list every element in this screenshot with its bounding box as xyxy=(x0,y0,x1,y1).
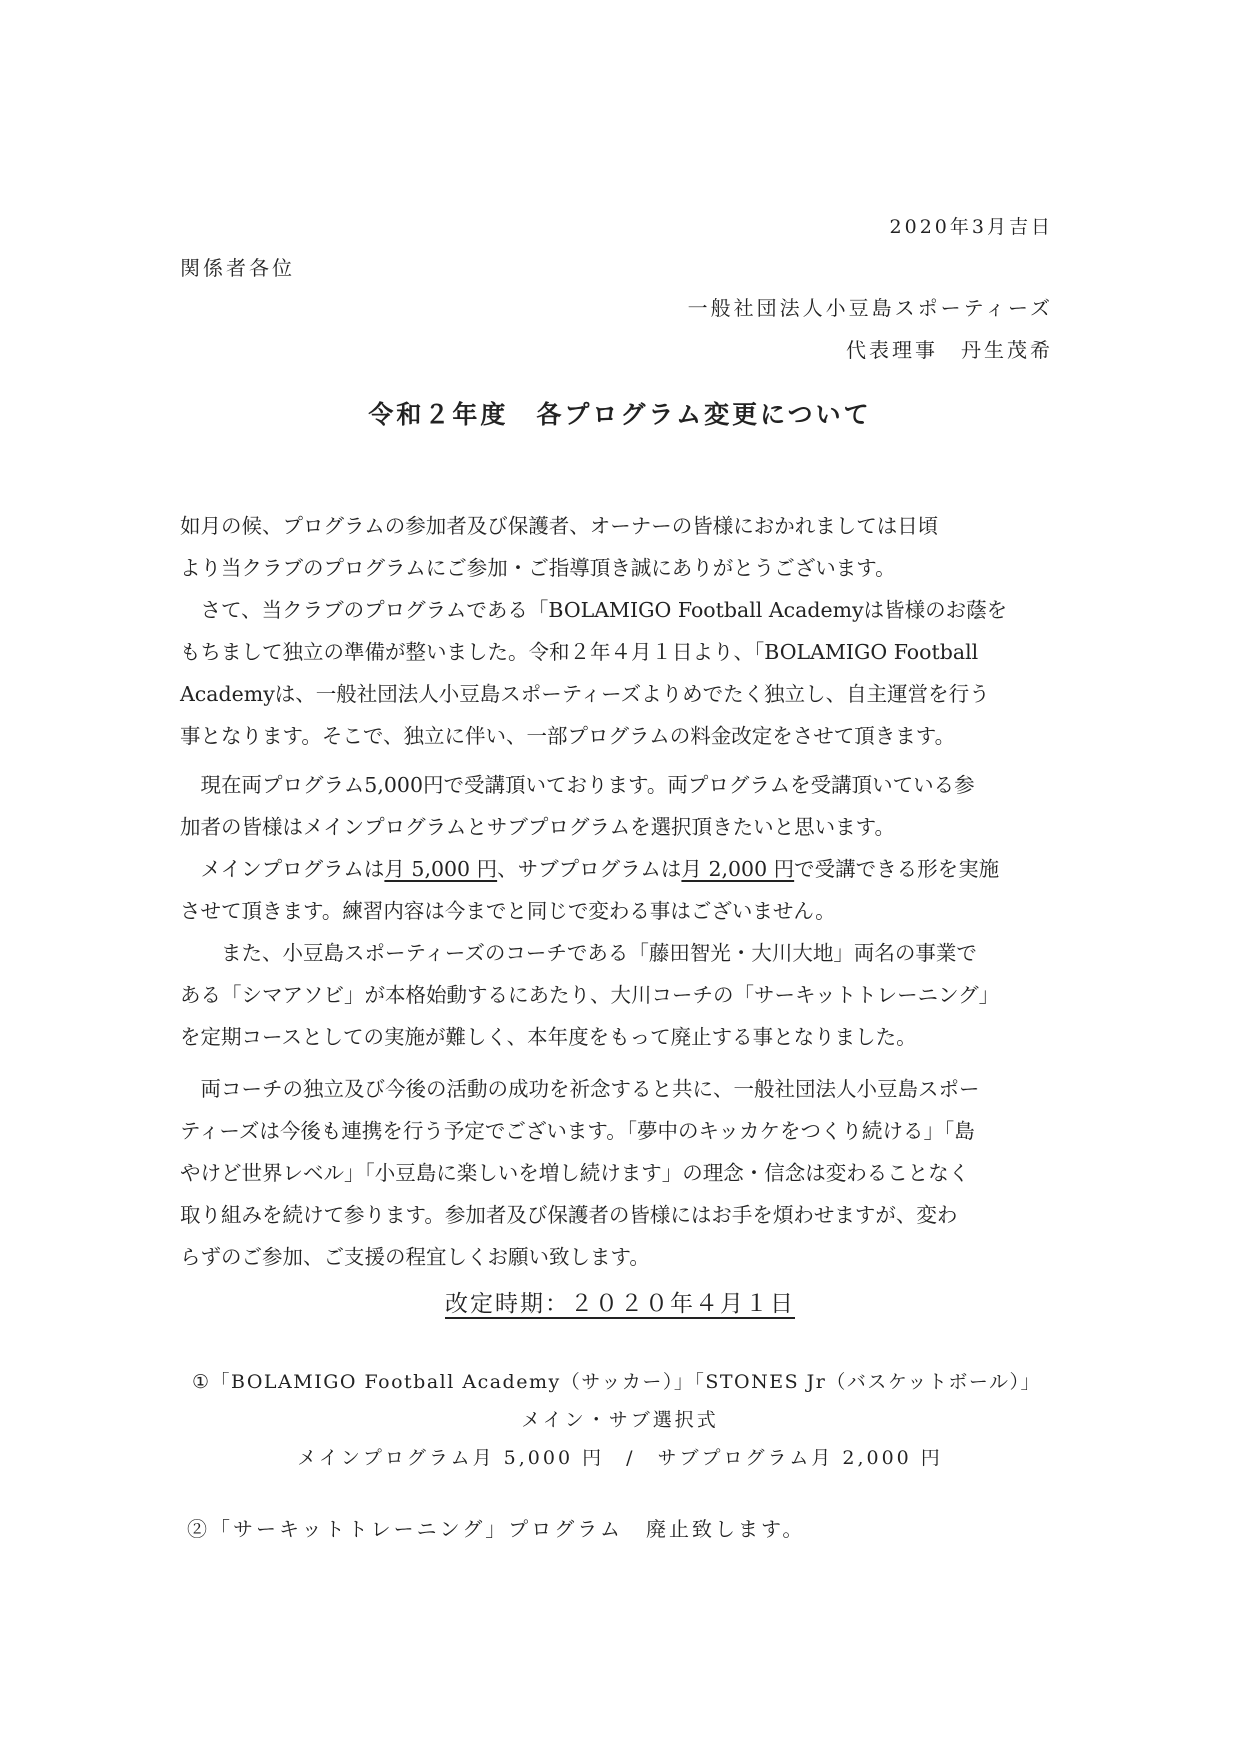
paragraph-line: より当クラブのプログラムにご参加・ご指導頂き誠にありがとうございます。 xyxy=(180,556,896,580)
paragraph-line: さて、当クラブのプログラムである「BOLAMIGO Football Academyは皆様のお蔭を xyxy=(180,598,1008,622)
sender-name: 代表理事 丹生茂希 xyxy=(846,338,1053,362)
text-segment: 、サブプログラムは xyxy=(497,857,682,881)
sub-price-underlined: 月 2,000 円 xyxy=(681,857,795,881)
paragraph-line: もちまして独立の準備が整いました。令和２年４月１日より、「BOLAMIGO Football xyxy=(180,640,979,664)
paragraph-line: 両コーチの独立及び今後の活動の成功を祈念すると共に、一般社団法人小豆島スポー xyxy=(180,1077,980,1101)
list-item-program-2: ②「サーキットトレーニング」プログラム 廃止致します。 xyxy=(187,1517,806,1541)
paragraph-line: 取り組みを続けて参ります。参加者及び保護者の皆様にはお手を煩わせますが、変わ xyxy=(180,1203,958,1227)
paragraph-program-changes xyxy=(180,764,1062,1058)
paragraph-closing xyxy=(180,1068,1062,1278)
list-item-program-1-format: メイン・サブ選択式 xyxy=(521,1409,719,1431)
paragraph-line xyxy=(180,848,1062,890)
paragraph-line: を定期コースとしての実施が難しく、本年度をもって廃止する事となりました。 xyxy=(180,1025,917,1049)
paragraph-line: また、小豆島スポーティーズのコーチである「藤田智光・大川大地」両名の事業で xyxy=(180,941,977,965)
paragraph-line: やけど世界レベル」「小豆島に楽しいを増し続けます」の理念・信念は変わることなく xyxy=(180,1161,970,1185)
paragraph-line: ティーズは今後も連携を行う予定でございます。「夢中のキッカケをつくり続ける」「島 xyxy=(180,1119,975,1143)
paragraph-line: 加者の皆様はメインプログラムとサブプログラムを選択頂きたいと思います。 xyxy=(180,815,896,839)
main-price-underlined: 月 5,000 円 xyxy=(384,857,498,881)
document-date: 2020年3月吉日 xyxy=(889,216,1053,238)
document-title: 令和２年度 各プログラム変更について xyxy=(368,400,872,429)
list-item-program-1: ①「BOLAMIGO Football Academy（サッカー）」「STONES Jr（バスケットボール）」 xyxy=(192,1371,1042,1393)
paragraph-line: 現在両プログラム5,000円で受講頂いております。両プログラムを受講頂いている参 xyxy=(180,773,975,797)
paragraph-line: ある「シマアソビ」が本格始動するにあたり、大川コーチの「サーキットトレーニング」 xyxy=(180,983,1000,1007)
paragraph-line: らずのご参加、ご支援の程宜しくお願い致します。 xyxy=(180,1245,650,1269)
revision-date-heading xyxy=(0,1285,1240,1318)
paragraph-line: させて頂きます。練習内容は今までと同じで変わる事はございません。 xyxy=(180,899,836,923)
paragraph-greeting xyxy=(180,505,1062,757)
text-segment: で受講できる形を実施 xyxy=(794,857,1000,881)
paragraph-line: 如月の候、プログラムの参加者及び保護者、オーナーの皆様におかれましては日頃 xyxy=(180,514,939,538)
list-item-program-1-prices: メインプログラム月 5,000 円 / サブプログラム月 2,000 円 xyxy=(297,1447,943,1469)
text-segment: メインプログラムは xyxy=(180,857,385,881)
paragraph-line: Academyは、一般社団法人小豆島スポーティーズよりめでたく独立し、自主運営を行う xyxy=(180,682,990,706)
addressee: 関係者各位 xyxy=(180,256,295,280)
paragraph-line: 事となります。そこで、独立に伴い、一部プログラムの料金改定をさせて頂きます。 xyxy=(180,724,956,748)
sender-organization: 一般社団法人小豆島スポーティーズ xyxy=(687,296,1053,320)
revision-date-text: 改定時期：２０２０年４月１日 xyxy=(445,1291,795,1317)
sender-block xyxy=(688,287,1053,371)
